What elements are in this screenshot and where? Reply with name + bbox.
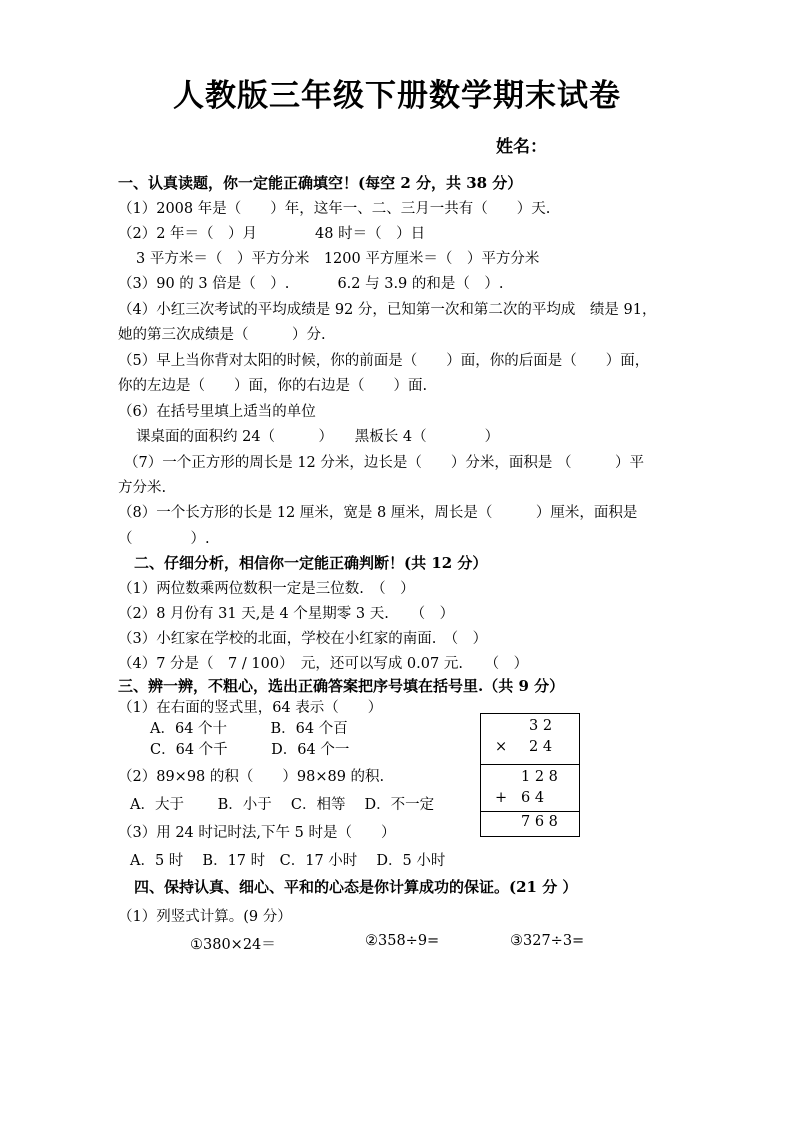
s1-line-8: 你的左边是（ ）面，你的右边是（ ）面.	[118, 378, 428, 394]
name-label: 姓名：	[496, 137, 547, 157]
times-sign: ×	[495, 739, 508, 755]
s1-line-14: （ ）.	[118, 531, 210, 547]
page-title: 人教版三年级下册数学期末试卷	[173, 78, 621, 114]
s1-line-13: （8）一个长方形的长是 12 厘米，宽是 8 厘米，周长是（ ）厘米，面积是	[118, 505, 638, 521]
s3-q1-options-b: C．64 个千 D．64 个一	[150, 742, 350, 758]
s2-line-3: （3）小红家在学校的北面，学校在小红家的南面. （ ）	[118, 631, 488, 647]
section-3-heading: 三、辨一辨，不粗心，选出正确答案把序号填在括号里.（共 9 分）	[118, 677, 565, 695]
s4-problem-2: ②358÷9=	[365, 933, 440, 949]
partial-product-2: 6 4	[521, 790, 545, 806]
s2-line-1: （1）两位数乘两位数积一定是三位数. （ ）	[118, 581, 415, 597]
s3-q2-options: A．大于 B．小于 C．相等 D．不一定	[130, 797, 435, 813]
s1-line-7: （5）早上当你背对太阳的时候，你的前面是（ ）面，你的后面是（ ）面，	[118, 353, 650, 369]
s1-line-4: （3）90 的 3 倍是（ ）. 6.2 与 3.9 的和是（ ）.	[118, 276, 504, 292]
s2-line-2: （2）8 月份有 31 天,是 4 个星期零 3 天. （ ）	[118, 606, 455, 622]
vertical-result: 7 6 8	[521, 814, 558, 830]
vertical-multiplicand: 3 2	[529, 718, 553, 734]
s1-line-9: （6）在括号里填上适当的单位	[118, 404, 316, 420]
s1-line-11: （7）一个正方形的周长是 12 分米，边长是（ ）分米，面积是 （ ）平	[124, 455, 645, 471]
partial-product-1: 1 2 8	[521, 769, 558, 785]
s3-q1: （1）在右面的竖式里，64 表示（ ）	[118, 700, 383, 716]
s1-line-10: 课桌面的面积约 24（ ） 黑板长 4（ ）	[136, 429, 500, 445]
s1-line-12: 方分米.	[118, 480, 167, 496]
s4-problem-3: ③327÷3=	[510, 933, 585, 949]
s1-line-5: （4）小红三次考试的平均成绩是 92 分，已知第一次和第二次的平均成 绩是 91，	[118, 302, 657, 318]
plus-sign: +	[495, 790, 508, 806]
section-1-heading: 一、认真读题，你一定能正确填空！(每空 2 分，共 38 分）	[118, 174, 523, 192]
s3-q1-options-a: A．64 个十 B．64 个百	[150, 721, 348, 737]
section-2-heading: 二、仔细分析，相信你一定能正确判断！(共 12 分）	[134, 554, 488, 572]
s1-line-3: 3 平方米＝（ ）平方分米 1200 平方厘米＝（ ）平方分米	[136, 251, 540, 267]
s1-line-1: （1）2008 年是（ ）年，这年一、二、三月一共有（ ）天.	[118, 201, 551, 217]
vertical-divider-line	[481, 811, 579, 812]
s3-q3: （3）用 24 时记时法,下午 5 时是（ ）	[118, 825, 396, 841]
s4-problem-1: ①380×24＝	[190, 937, 276, 953]
s1-line-6: 她的第三次成绩是（ ）分.	[118, 327, 326, 343]
s4-line-1: （1）列竖式计算。(9 分）	[118, 909, 292, 925]
s1-line-2: （2）2 年＝（ ）月 48 时＝（ ）日	[118, 226, 426, 242]
section-4-heading: 四、保持认真、细心、平和的心态是你计算成功的保证。(21 分 ）	[134, 878, 578, 896]
s2-line-4: （4）7 分是（ 7 / 100） 元，还可以写成 0.07 元. （ ）	[118, 656, 529, 672]
vertical-multiplier: 2 4	[529, 739, 553, 755]
vertical-multiplication-box	[480, 713, 580, 837]
s3-q2: （2）89×98 的积（ ）98×89 的积.	[118, 769, 385, 785]
s3-q3-options: A．5 时 B．17 时 C．17 小时 D．5 小时	[130, 853, 446, 869]
vertical-divider-line	[481, 764, 579, 765]
